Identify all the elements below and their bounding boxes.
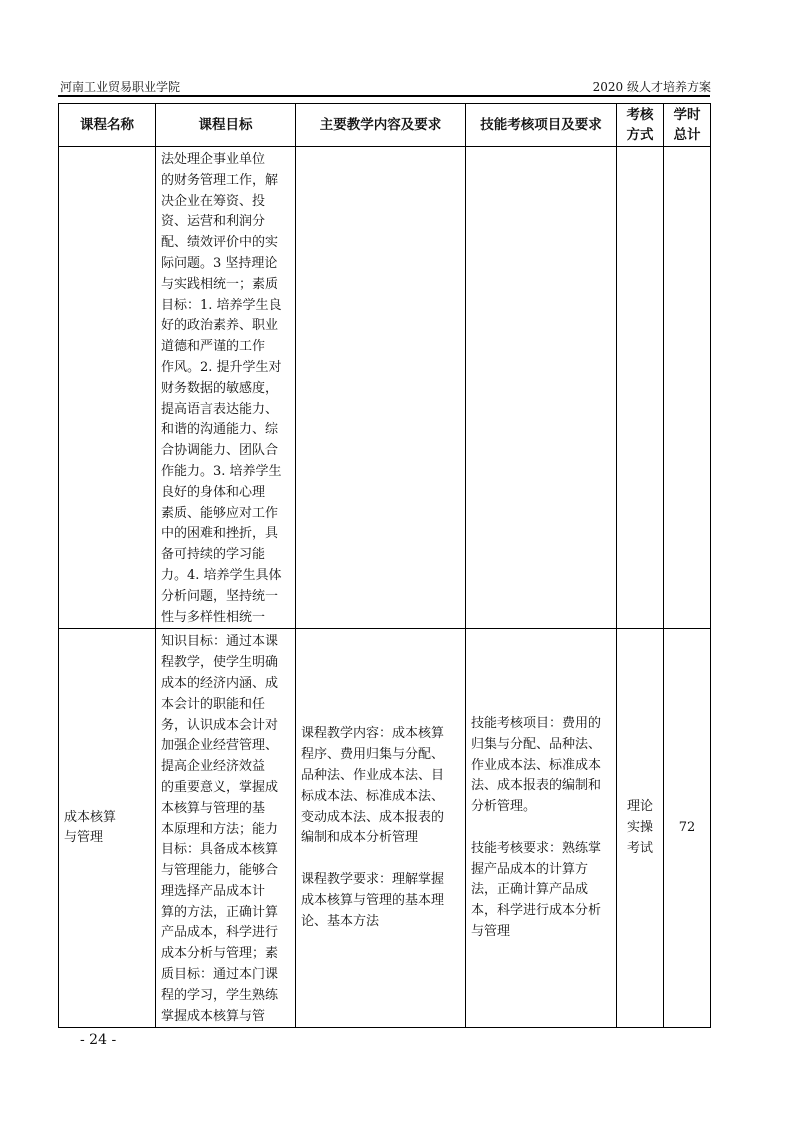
col-content: 主要教学内容及要求 — [296, 104, 466, 147]
table-row — [59, 629, 711, 1028]
course-content — [296, 147, 466, 629]
course-assessment — [617, 147, 664, 629]
page-number: - 24 - — [80, 1032, 117, 1048]
header-plan: 2020 级人才培养方案 — [592, 80, 711, 94]
course-goal: 法处理企事业单位 的财务管理工作，解 决企业在筹资、投 资、运营和利润分 配、绩效评价中的实 际问题。3 坚持理论 与实践相统一；素质 目标：1. 培养学生良 好的政治素养、职业 道德和严谨的工作 作风。2. 提升学生对 财务数据的敏感度， 提高语言表达能力、 和谐的沟通能力、综 合协调能力、团队合 作能力。3. 培养学生 良好的身体和心理 素质、能够应对工作 中的困难和挫折，具 备可持续的学习能 力。4. 培养学生具体 分析问题，坚持统一 性与多样性相统一 — [156, 147, 296, 629]
col-assessment: 考核 方式 — [617, 104, 664, 147]
course-hours — [664, 147, 711, 629]
course-content: 课程教学内容：成本核算 程序、费用归集与分配、 品种法、作业成本法、目 标成本法、标准成本法、 变动成本法、成本报表的 编制和成本分析管理 课程教学要求：理解掌握 成本核算与管理的基本理 论、基本方法 — [296, 629, 466, 1028]
course-table — [58, 103, 711, 1028]
course-name: 成本核算 与管理 — [59, 629, 156, 1028]
table-row — [59, 147, 711, 629]
col-course-goal: 课程目标 — [156, 104, 296, 147]
header-school: 河南工业贸易职业学院 — [60, 80, 181, 94]
col-course-name: 课程名称 — [59, 104, 156, 147]
course-skills — [466, 147, 617, 629]
course-assessment: 理论 实操 考试 — [617, 629, 664, 1028]
course-hours: 72 — [664, 629, 711, 1028]
col-hours: 学时 总计 — [664, 104, 711, 147]
table-header-row — [59, 104, 711, 147]
course-name — [59, 147, 156, 629]
col-skills: 技能考核项目及要求 — [466, 104, 617, 147]
course-goal: 知识目标：通过本课 程教学，使学生明确 成本的经济内涵、成 本会计的职能和任 务，认识成本会计对 加强企业经营管理、 提高企业经济效益 的重要意义，掌握成 本核算与管理的基 本原理和方法；能力 目标：具备成本核算 与管理能力，能够合 理选择产品成本计 算的方法，正确计算 产品成本，科学进行 成本分析与管理；素 质目标：通过本门课 程的学习，学生熟练 掌握成本核算与管 — [156, 629, 296, 1028]
course-skills: 技能考核项目：费用的 归集与分配、品种法、 作业成本法、标准成本 法、成本报表的编制和 分析管理。 技能考核要求：熟练掌 握产品成本的计算方 法，正确计算产品成 本，科学进行成本分析 与管理 — [466, 629, 617, 1028]
header-divider — [58, 95, 710, 97]
